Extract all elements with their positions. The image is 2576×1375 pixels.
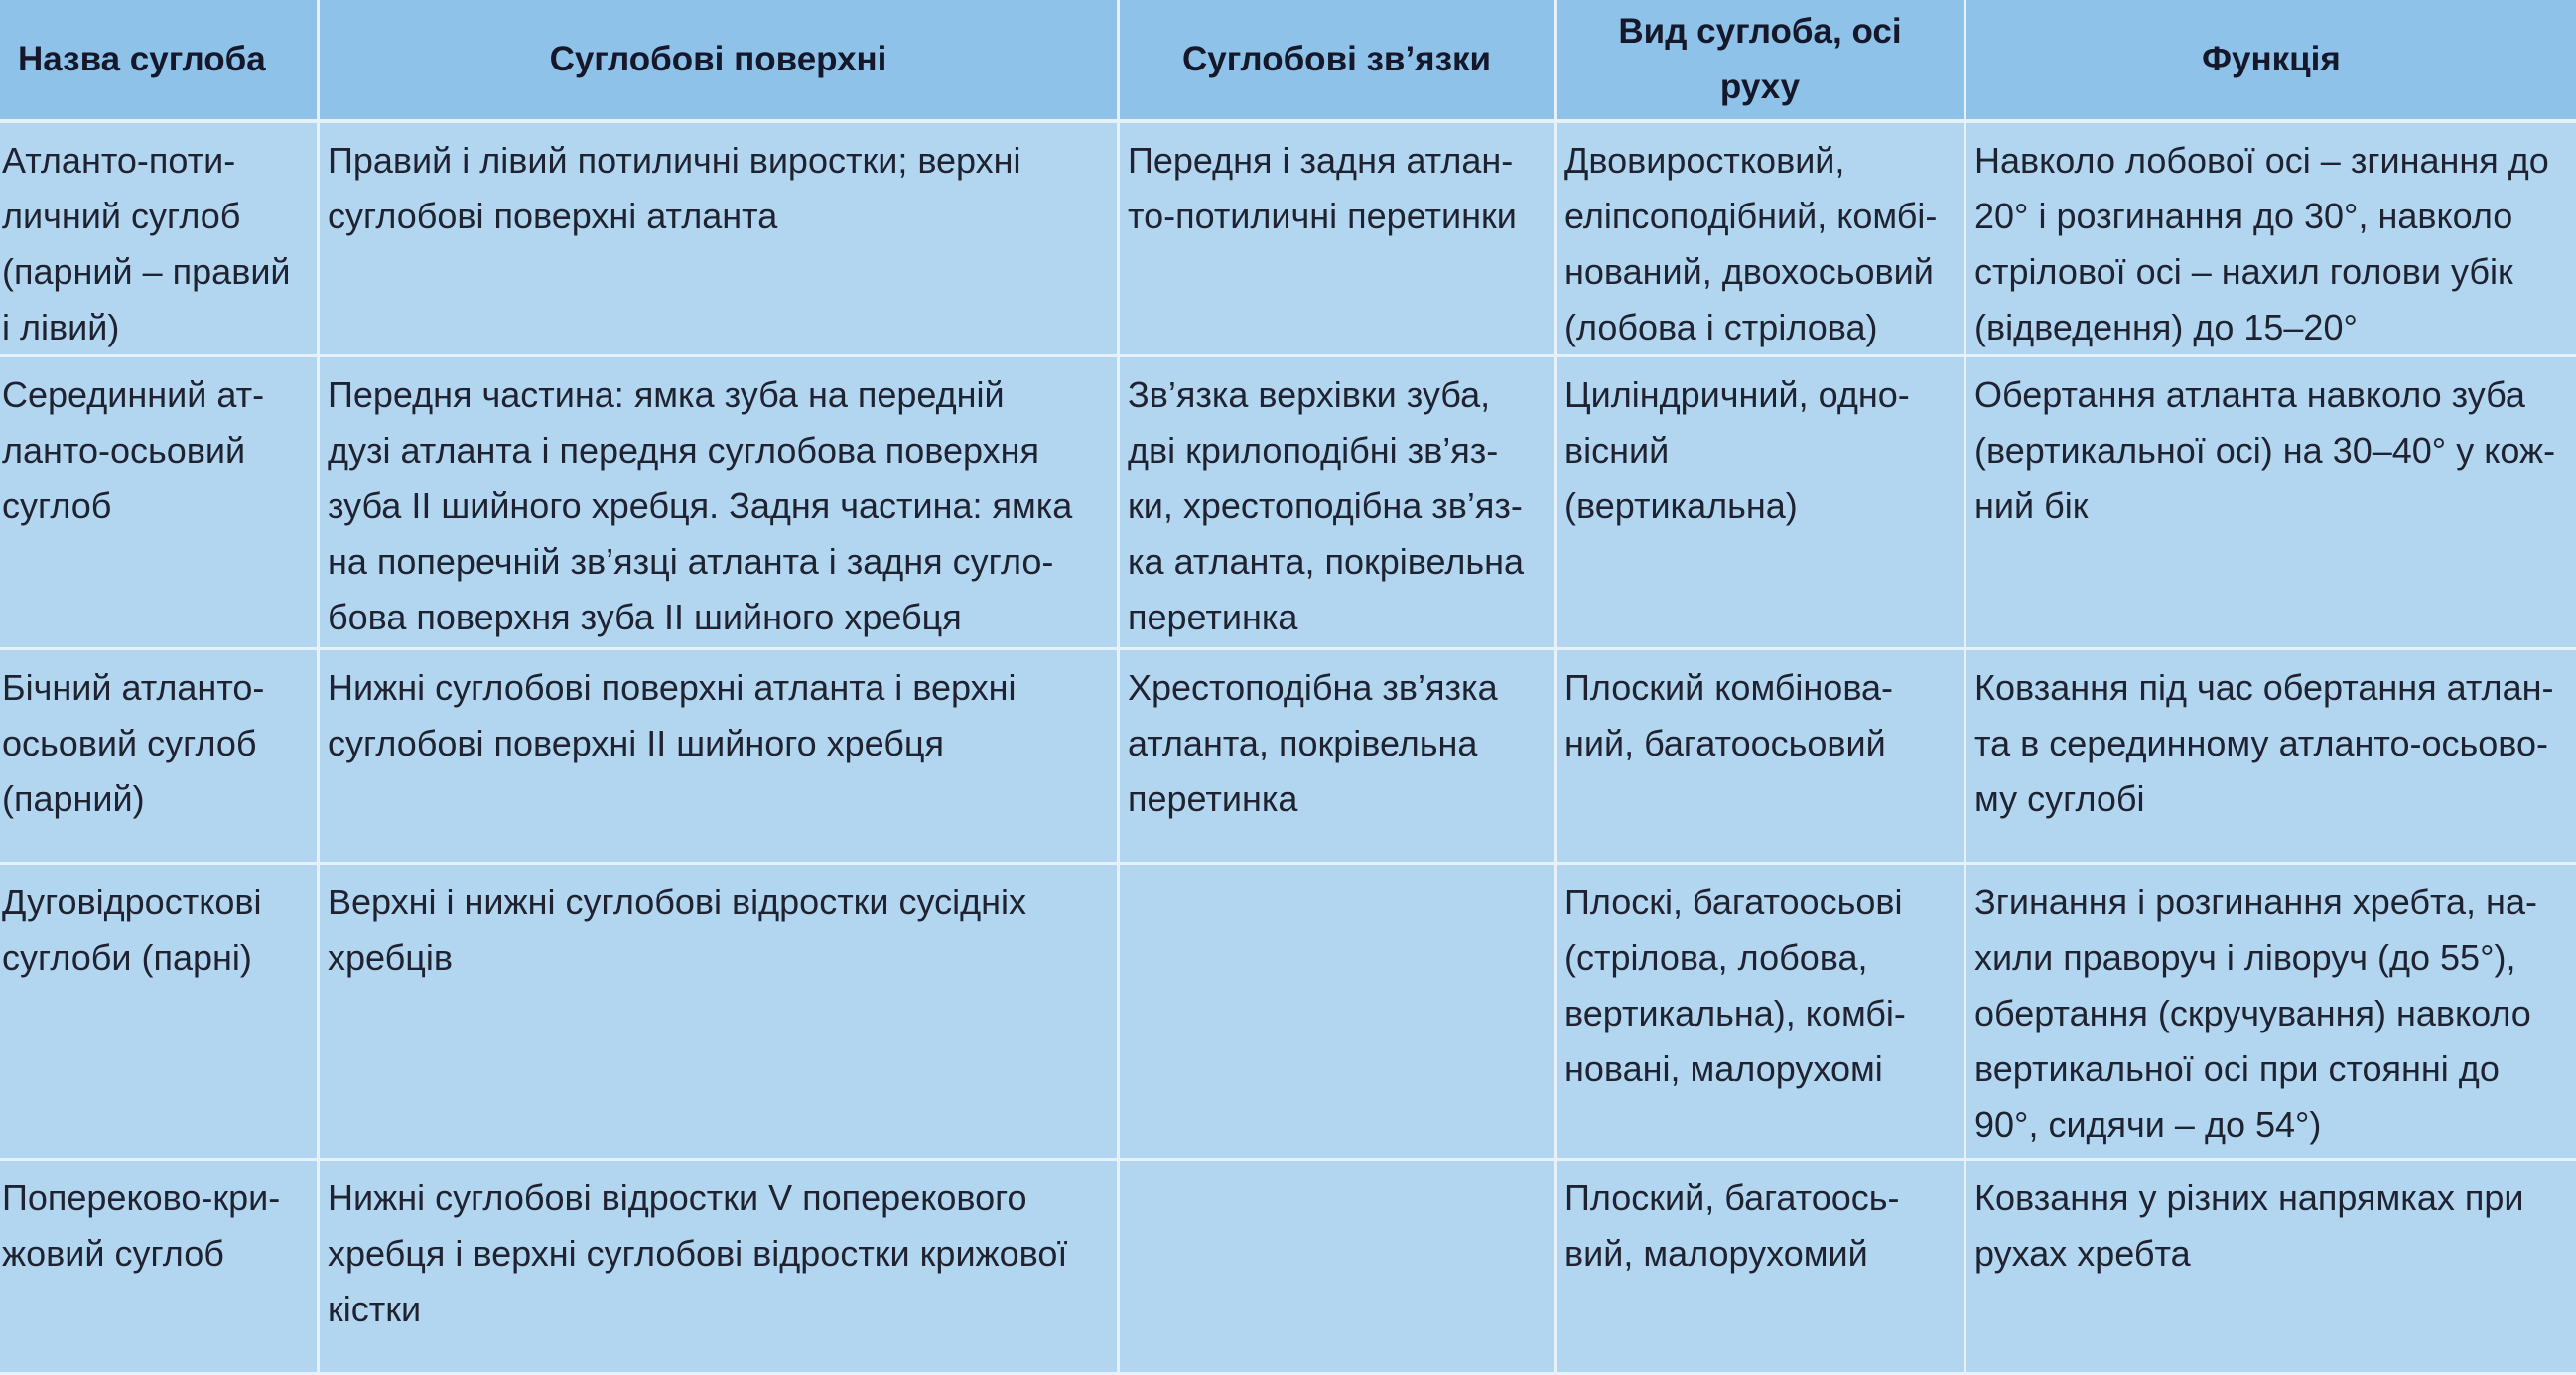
table-cell-articular-surfaces: Верхні і нижні суглобові відростки сусідніх хребців <box>320 865 1120 1161</box>
table-cell-function: Ковзання у різних напрямках при рухах хребта <box>1966 1161 2576 1375</box>
table-cell-joint-name: Дуговідросткові суглоби (парні) <box>0 865 320 1161</box>
table-cell-joint-name: Атланто-поти- личний суглоб (парний – правий і лівий) <box>0 123 320 357</box>
header-articular-surfaces: Суглобові поверхні <box>320 0 1120 123</box>
table-cell-joint-name: Попереково-кри- жовий суглоб <box>0 1161 320 1375</box>
table-cell-articular-surfaces: Нижні суглобові відростки V поперекового хребця і верхні суглобові відростки крижової кістки <box>320 1161 1120 1375</box>
table-cell-articular-surfaces: Нижні суглобові поверхні атланта і верхні суглобові поверхні II шийного хребця <box>320 650 1120 865</box>
table-cell-joint-type: Плоскі, багатоосьові (стрілова, лобова, вертикальна), комбі- новані, малорухомі <box>1557 865 1966 1161</box>
table-cell-articular-surfaces: Передня частина: ямка зуба на передній дузі атланта і передня суглобова поверхня зуба II шийного хребця. Задня частина: ямка на поперечній зв’язці атланта і задня сугло- бова поверхня зуба II шийного хребця <box>320 357 1120 650</box>
header-ligaments: Суглобові зв’язки <box>1120 0 1557 123</box>
table-cell-articular-surfaces: Правий і лівий потиличні виростки; верхні суглобові поверхні атланта <box>320 123 1120 357</box>
table-cell-joint-type: Двовиростковий, еліпсоподібний, комбі- нований, двохосьовий (лобова і стрілова) <box>1557 123 1966 357</box>
header-joint-name: Назва суглоба <box>0 0 320 123</box>
table-cell-joint-type: Плоский комбінова- ний, багатоосьовий <box>1557 650 1966 865</box>
table-cell-joint-type: Плоский, багатоось- вий, малорухомий <box>1557 1161 1966 1375</box>
header-function: Функція <box>1966 0 2576 123</box>
table-cell-joint-type: Циліндричний, одно- вісний (вертикальна) <box>1557 357 1966 650</box>
table-cell-ligaments <box>1120 865 1557 1161</box>
table-cell-function: Обертання атланта навколо зуба (вертикальної осі) на 30–40° у кож- ний бік <box>1966 357 2576 650</box>
table-cell-function: Згинання і розгинання хребта, на- хили праворуч і ліворуч (до 55°), обертання (скручування) навколо вертикальної осі при стоянні до 90°, сидячи – до 54°) <box>1966 865 2576 1161</box>
table-cell-joint-name: Бічний атланто- осьовий суглоб (парний) <box>0 650 320 865</box>
table-cell-function: Навколо лобової осі – згинання до 20° і розгинання до 30°, навколо стрілової осі – нахил голови убік (відведення) до 15–20° <box>1966 123 2576 357</box>
table-cell-ligaments: Передня і задня атлан- то-потиличні перетинки <box>1120 123 1557 357</box>
table-cell-ligaments: Хрестоподібна зв’язка атланта, покрівельна перетинка <box>1120 650 1557 865</box>
table-cell-ligaments: Зв’язка верхівки зуба, дві крилоподібні зв’яз- ки, хрестоподібна зв’яз- ка атланта, покрівельна перетинка <box>1120 357 1557 650</box>
table-cell-ligaments <box>1120 1161 1557 1375</box>
table-cell-function: Ковзання під час обертання атлан- та в серединному атланто-осьово- му суглобі <box>1966 650 2576 865</box>
table-cell-joint-name: Серединний ат- ланто-осьовий суглоб <box>0 357 320 650</box>
header-joint-type-axes: Вид суглоба, осі руху <box>1557 0 1966 123</box>
